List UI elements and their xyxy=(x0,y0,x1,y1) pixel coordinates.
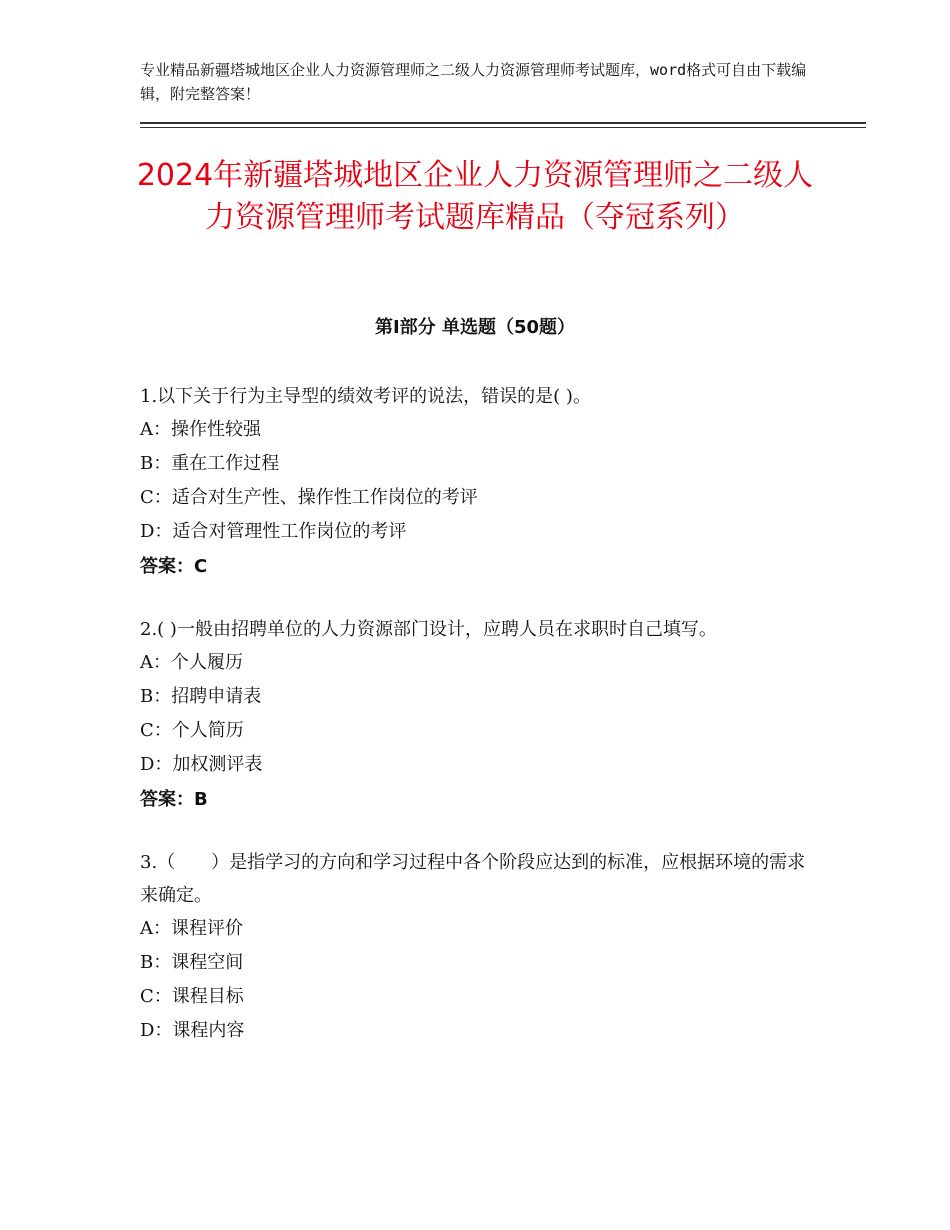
question-3 xyxy=(140,846,810,1048)
option-d: D：适合对管理性工作岗位的考评 xyxy=(140,521,407,542)
option-c: C：适合对生产性、操作性工作岗位的考评 xyxy=(140,487,478,508)
header-note: 专业精品新疆塔城地区企业人力资源管理师之二级人力资源管理师考试题库，word格式可自由下载编辑，附完整答案！ xyxy=(140,61,807,103)
header-rule-thick xyxy=(140,122,866,124)
option-a: A：个人履历 xyxy=(140,652,243,673)
header-rule-thin xyxy=(140,127,866,128)
question-1 xyxy=(140,380,810,585)
question-stem: 2.( )一般由招聘单位的人力资源部门设计，应聘人员在求职时自己填写。 xyxy=(140,619,717,640)
option-c: C：个人简历 xyxy=(140,720,244,741)
answer: 答案：B xyxy=(140,789,208,810)
question-list xyxy=(140,380,810,1076)
question-2 xyxy=(140,613,810,818)
answer: 答案：C xyxy=(140,556,208,577)
option-d: D：课程内容 xyxy=(140,1020,245,1041)
section-heading: 第Ⅰ部分 单选题（50题） xyxy=(374,317,575,338)
option-b: B：课程空间 xyxy=(140,952,244,973)
option-d: D：加权测评表 xyxy=(140,754,263,775)
question-stem: 3.（ ）是指学习的方向和学习过程中各个阶段应达到的标准，应根据环境的需求来确定。 xyxy=(140,852,806,906)
option-a: A：课程评价 xyxy=(140,918,243,939)
option-b: B：招聘申请表 xyxy=(140,686,262,707)
option-b: B：重在工作过程 xyxy=(140,453,280,474)
option-a: A：操作性较强 xyxy=(140,419,261,440)
document-title: 2024年新疆塔城地区企业人力资源管理师之二级人力资源管理师考试题库精品（夺冠系列） xyxy=(136,158,814,235)
question-stem: 1.以下关于行为主导型的绩效考评的说法，错误的是( )。 xyxy=(140,386,591,407)
option-c: C：课程目标 xyxy=(140,986,244,1007)
